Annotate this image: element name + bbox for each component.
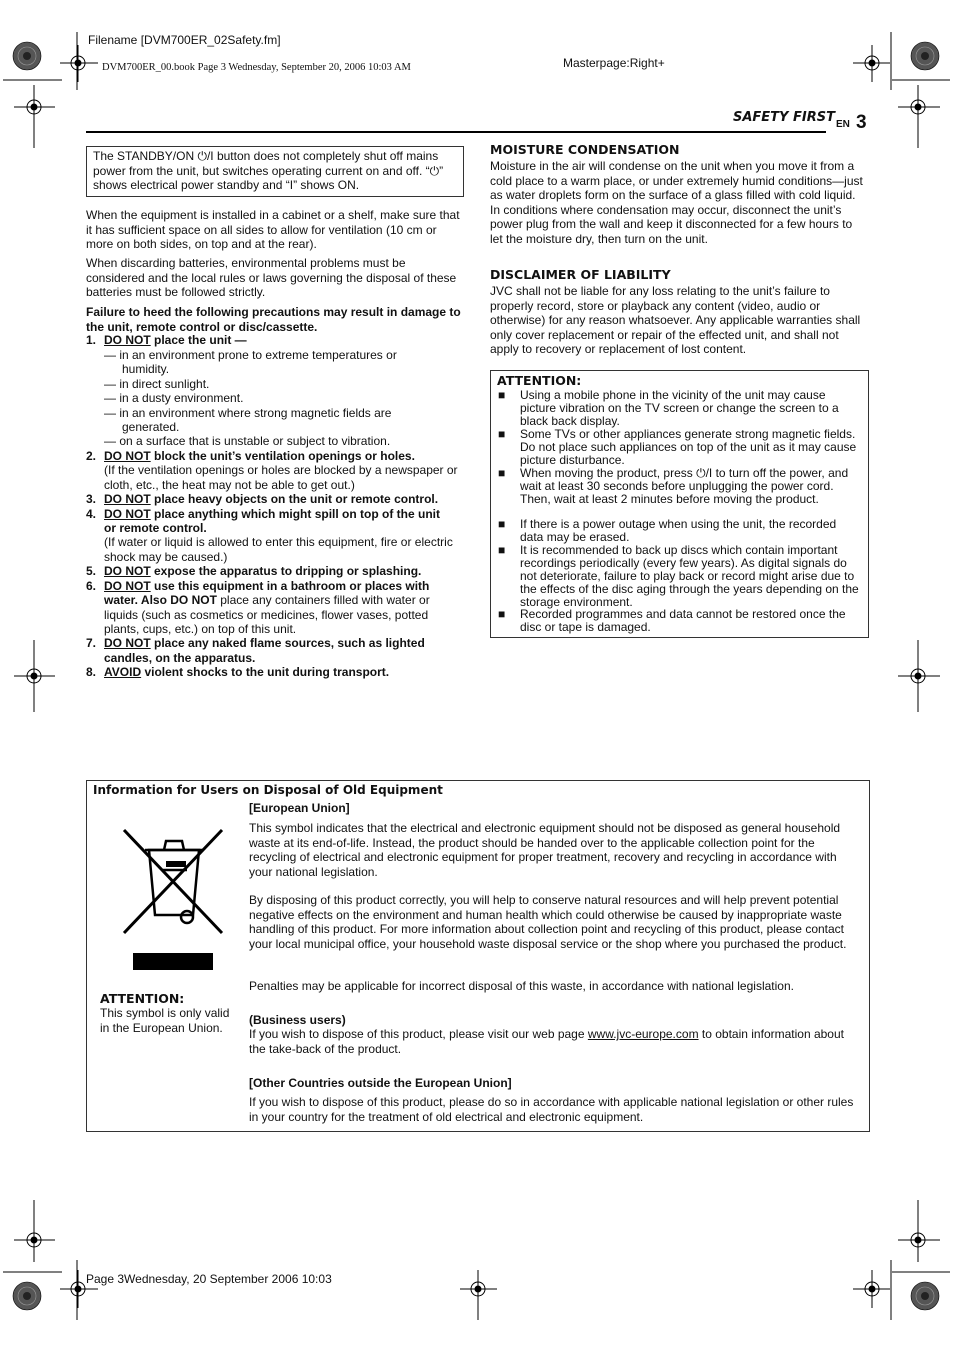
- square-bullet-icon: ■: [498, 388, 506, 402]
- item-keyword: DO NOT: [104, 449, 151, 463]
- standby-note-box: [86, 146, 464, 197]
- standby-note-text: The STANDBY/ON ⏻/I button does not completely shut off mains power from the unit, but switches operating current on and off. “⏻” shows electrical power standby and “I” shows ON.: [93, 149, 444, 192]
- eu-heading: [European Union]: [249, 801, 350, 815]
- ventilation-paragraph: When the equipment is installed in a cabinet or a shelf, make sure that it has sufficient space on all sides to allow for ventilation (10 cm or more on both sides, on top and at the rear).: [86, 208, 460, 251]
- square-bullet-icon: ■: [498, 466, 506, 480]
- disclaimer-heading: DISCLAIMER OF LIABILITY: [490, 267, 671, 282]
- item-number: 8.: [86, 665, 97, 679]
- book-info-line: DVM700ER_00.book Page 3 Wednesday, September 20, 2006 10:03 AM: [102, 62, 411, 73]
- moisture-heading: MOISTURE CONDENSATION: [490, 142, 680, 157]
- disposal-title: Information for Users on Disposal of Old Equipment: [93, 783, 443, 797]
- item-number: 2.: [86, 449, 97, 463]
- dash-line: generated.: [122, 420, 180, 434]
- square-bullet-icon: ■: [498, 427, 506, 441]
- item-text: violent shocks to the unit during transport.: [141, 665, 390, 679]
- other-countries-text: If you wish to dispose of this product, please do so in accordance with applicable national legislation or other rules in your country for the treatment of old electrical and electronic equipment.: [249, 1095, 854, 1124]
- item-number: 3.: [86, 492, 97, 506]
- item-keyword: DO NOT: [104, 492, 151, 506]
- disclaimer-text: JVC shall not be liable for any loss relating to the unit’s failure to properly record, store or playback any content (video, audio or otherwise) for any reason whatsoever. Any applicable warranties shall only cover replacement or repair of the effected unit, and shall not apply to recovery or replacement of lost content.: [490, 284, 861, 356]
- eu-paragraph-1: This symbol indicates that the electrical and electronic equipment should not be disposed as general household waste at its end-of-life. Instead, the product should be handed over to the applicable collection point for the recycling of electrical and electronic equipment for proper treatment, recovery and recycling in accordance with your national legislation.: [249, 821, 841, 879]
- business-text: If you wish to dispose of this product, please visit our web page www.jvc-europe.com to obtain information about the take-back of the product.: [249, 1027, 844, 1056]
- item-text: place the unit —: [150, 333, 247, 347]
- item-6-continued: [104, 593, 460, 637]
- dash-line: — on a surface that is unstable or subject to vibration.: [104, 434, 391, 448]
- item-text: place any naked flame sources, such as lighted: [150, 636, 425, 650]
- square-bullet-icon: ■: [498, 607, 506, 621]
- item-keyword: DO NOT: [104, 564, 151, 578]
- jvc-europe-link[interactable]: www.jvc-europe.com: [587, 1027, 699, 1041]
- item-6-bold: water. Also DO NOT: [104, 593, 217, 607]
- item-text: place heavy objects on the unit or remote control.: [150, 492, 439, 506]
- disposal-attention-heading: ATTENTION:: [100, 991, 185, 1006]
- item-text: place anything which might spill on top of the unit: [150, 507, 440, 521]
- item-number: 6.: [86, 579, 97, 593]
- item-number: 1.: [86, 333, 97, 347]
- eu-paragraph-3: Penalties may be applicable for incorrect disposal of this waste, in accordance with national legislation.: [249, 979, 794, 993]
- item-text: expose the apparatus to dripping or splashing.: [150, 564, 422, 578]
- eu-paragraph-2: By disposing of this product correctly, you will help to conserve natural resources and will help prevent potential negative effects on the environment and human health which could otherwise be caused by inappropriate waste handling of this product. For more information about collection point and recycling of this product, please contact your local municipal office, your household waste disposal service or the shop where you purchased the product.: [249, 893, 847, 951]
- language-tag: EN: [836, 119, 850, 130]
- dash-line: — in an environment where strong magnetic fields are: [104, 406, 392, 420]
- footer-line: Page 3Wednesday, 20 September 2006 10:03: [86, 1272, 332, 1286]
- page-number: 3: [856, 112, 867, 133]
- item-4-note: (If water or liquid is allowed to enter this equipment, fire or electric shock may be caused.): [104, 535, 453, 564]
- item-7-continued: candles, on the apparatus.: [104, 651, 256, 665]
- precautions-heading: Failure to heed the following precautions may result in damage to the unit, remote control or disc/cassette.: [86, 305, 461, 334]
- item-text: block the unit’s ventilation openings or holes.: [150, 449, 415, 463]
- item-number: 4.: [86, 507, 97, 521]
- header-rule: [86, 131, 826, 133]
- crossed-out-wheelie-bin-icon: [119, 825, 229, 970]
- square-bullet-icon: ■: [498, 517, 506, 531]
- item-keyword: DO NOT: [104, 333, 151, 347]
- item-text: use this equipment in a bathroom or places with: [150, 579, 430, 593]
- square-bullet-icon: ■: [498, 543, 506, 557]
- item-keyword: DO NOT: [104, 507, 151, 521]
- business-heading: (Business users): [249, 1013, 346, 1027]
- item-2-note: (If the ventilation openings or holes are blocked by a newspaper or cloth, etc., the heat may not be able to get out.): [104, 463, 458, 492]
- masterpage-label: Masterpage:Right+: [563, 56, 665, 70]
- item-4-continued: or remote control.: [104, 521, 207, 535]
- item-number: 7.: [86, 636, 97, 650]
- item-number: 5.: [86, 564, 97, 578]
- filename-label: Filename [DVM700ER_02Safety.fm]: [88, 33, 281, 47]
- other-countries-heading: [Other Countries outside the European Union]: [249, 1076, 512, 1090]
- item-keyword: DO NOT: [104, 579, 151, 593]
- dash-line: — in an environment prone to extreme temperatures or: [104, 348, 397, 362]
- disposal-info-box: [86, 780, 870, 1132]
- attention-box: ATTENTION: ■ Using a mobile phone in the vicinity of the unit may cause picture vibration on the TV screen or change the screen to a black back display. ■ Some TVs or other appliances generate strong magnetic fields. Do not place such appliances on top of the unit as it may cause picture disturbance. ■ When moving the product, press ⏻/I to turn off the power, and wait at least 30 seconds before unplugging the power cord. Then, wait at least 2 minutes before moving the product. ■ If there is a power outage when using the unit, the recorded data may be erased. ■ It is recommended to back up discs which contain important recordings periodically (every few years). As digital signals do not deteriorate, failure to play back or record might arise due to the effects of the disc aging through the years depending on the storage environment. ■ Recorded programmes and data cannot be restored once the disc or tape is damaged.: [490, 370, 869, 638]
- section-title: SAFETY FIRST: [733, 110, 835, 125]
- dash-line: — in a dusty environment.: [104, 391, 244, 405]
- item-6-rest: place any containers filled with water or liquids (such as cosmetics or medicines, flower vases, potted plants, cups, etc.) on top of this unit.: [104, 593, 430, 636]
- battery-paragraph: When discarding batteries, environmental problems must be considered and the local rules or laws governing the disposal of these batteries must be followed strictly.: [86, 256, 457, 299]
- disposal-attention-text: This symbol is only valid in the European Union.: [100, 1006, 230, 1035]
- item-keyword: AVOID: [104, 665, 142, 679]
- dash-line: — in direct sunlight.: [104, 377, 210, 391]
- item-keyword: DO NOT: [104, 636, 151, 650]
- dash-line: humidity.: [122, 362, 170, 376]
- moisture-text: Moisture in the air will condense on the unit when you move it from a cold place to a warm place, or under extremely humid conditions—just as water droplets form on the surface of a glass filled with cold liquid. In conditions where condensation may occur, disconnect the unit’s power plug from the wall and keep it disconnected for a few hours to let the moisture dry, then turn on the unit.: [490, 159, 863, 246]
- attention-heading: ATTENTION:: [497, 373, 582, 388]
